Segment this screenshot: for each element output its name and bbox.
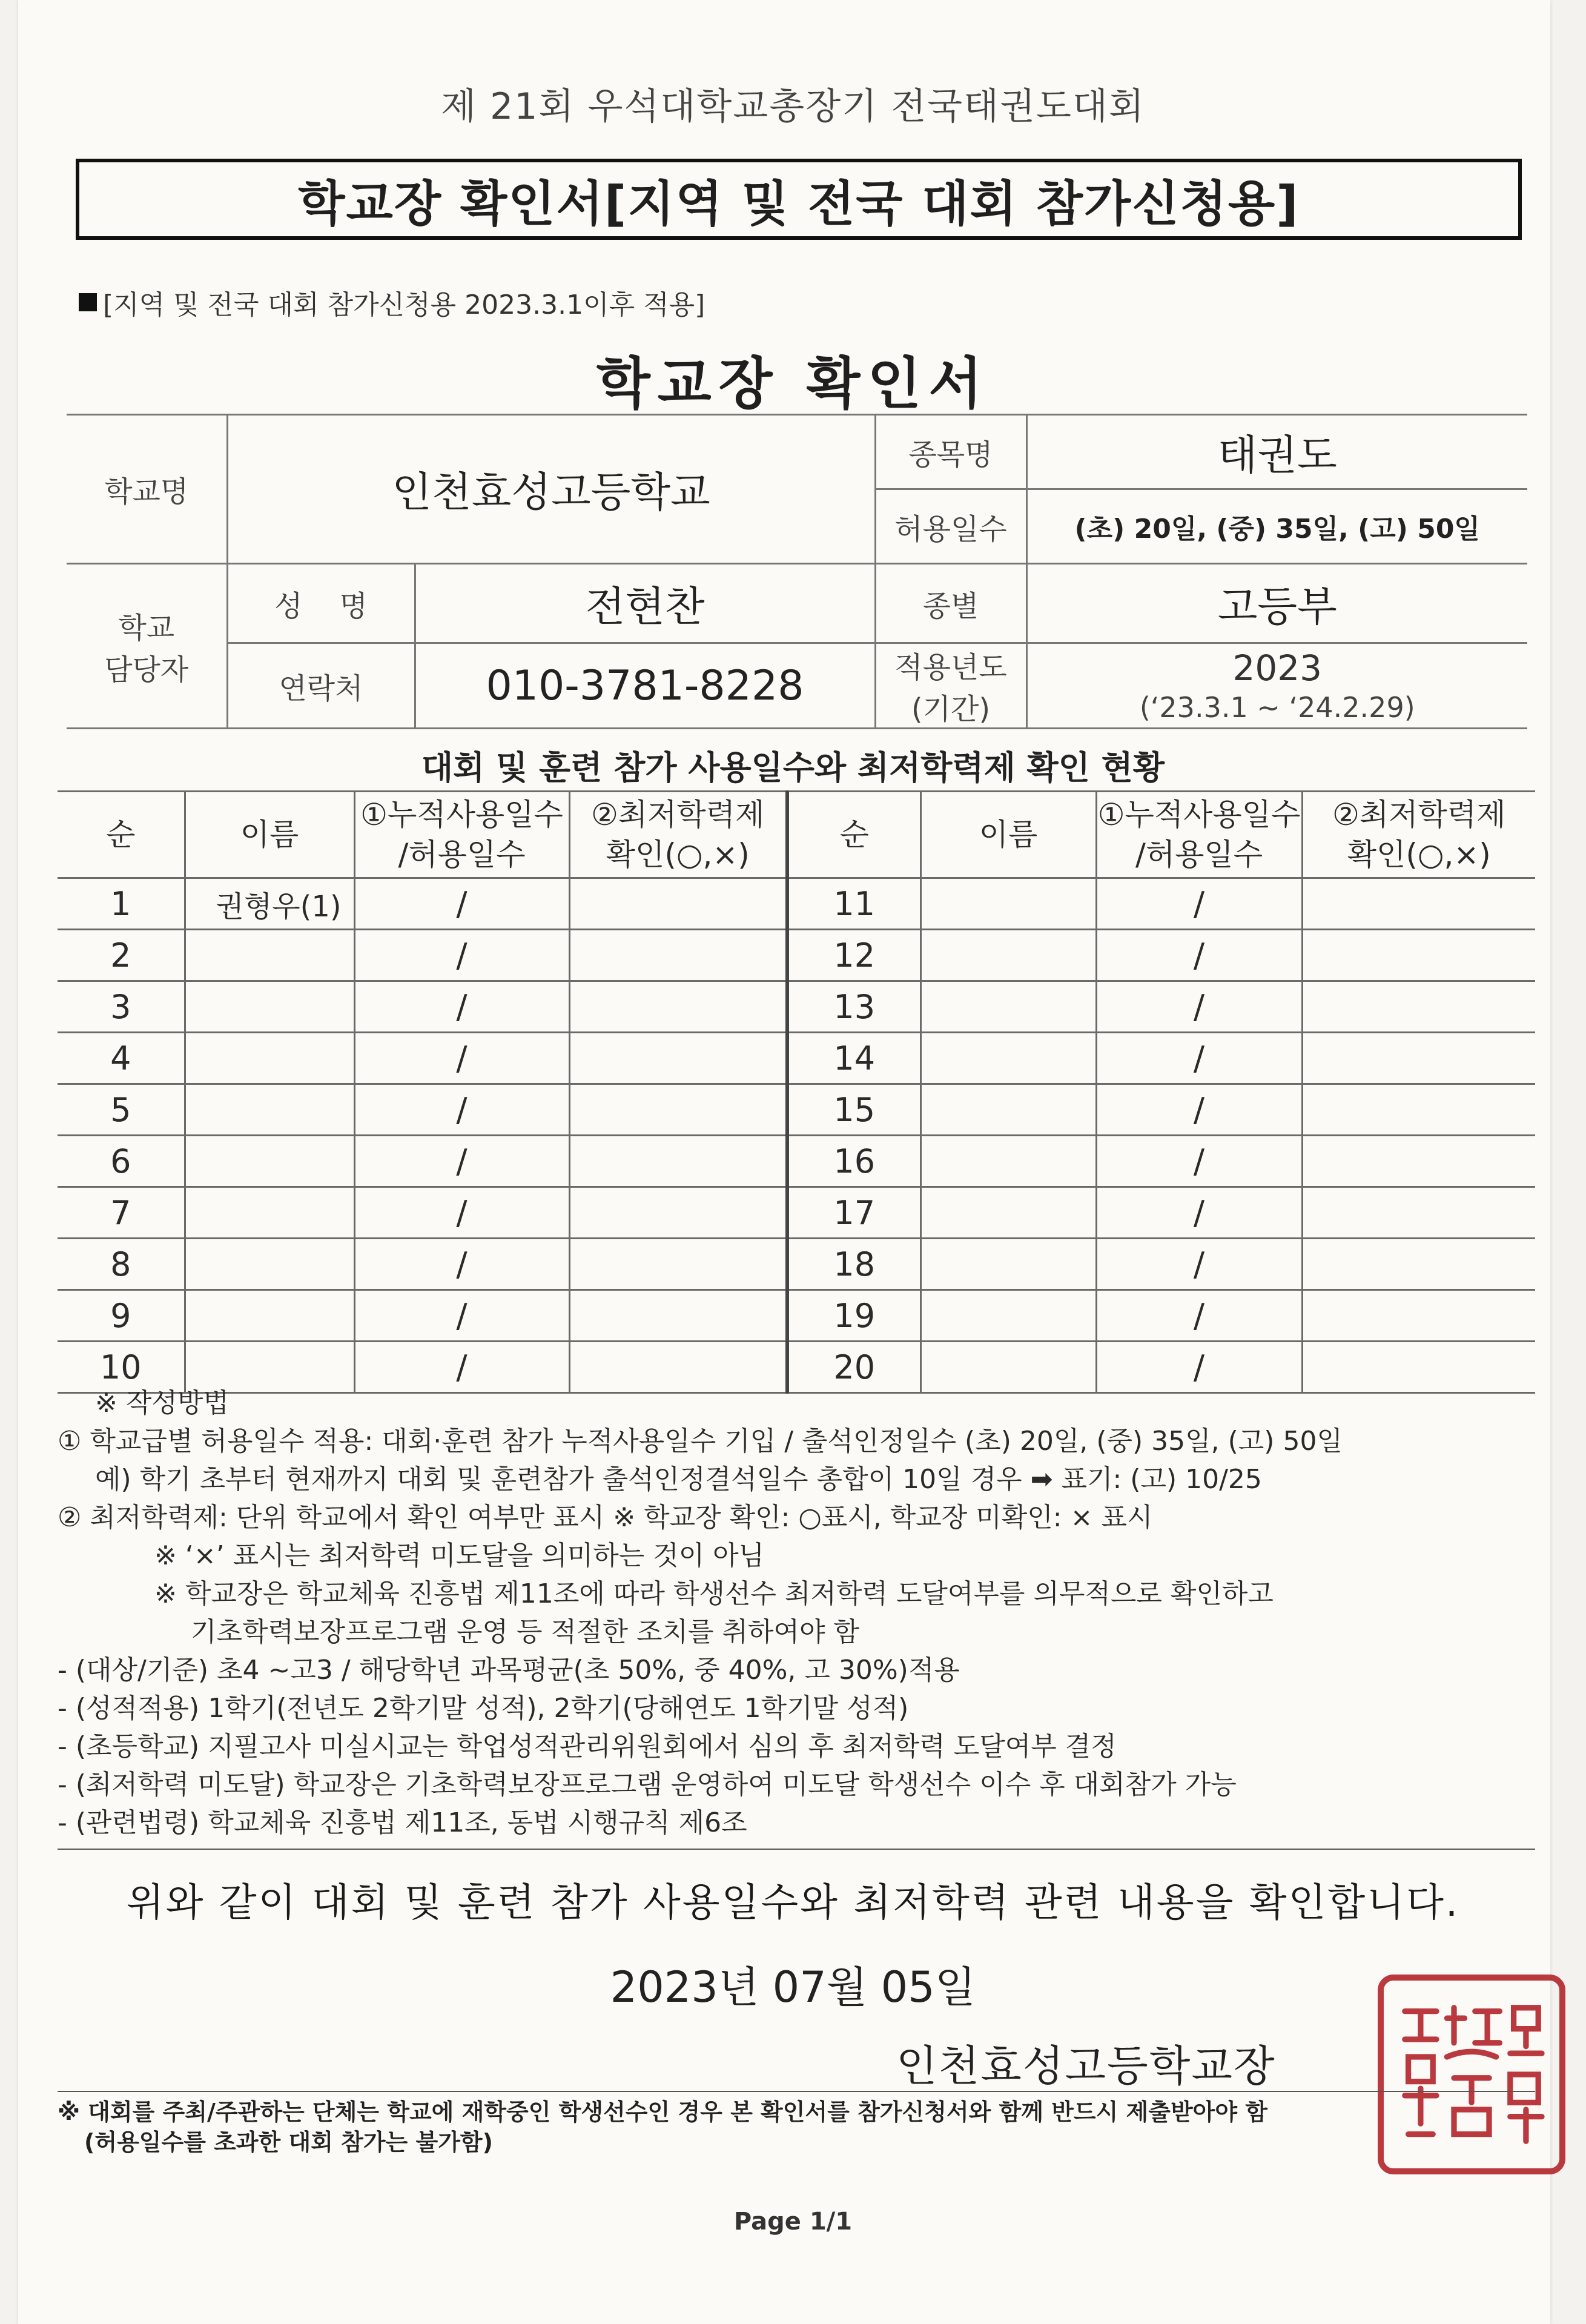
row-no-right: 12	[787, 930, 920, 981]
instruction-line: - (관련법령) 학교체육 진흥법 제11조, 동법 시행규칙 제6조	[58, 1807, 747, 1838]
row-days-left: /	[354, 1187, 569, 1239]
title-box-text: 학교장 확인서[지역 및 전국 대회 참가신청용]	[298, 175, 1300, 232]
row-no-left: 1	[58, 878, 185, 930]
row-no-right: 17	[787, 1187, 920, 1239]
row-check-right	[1302, 930, 1535, 981]
division-label: 종별	[875, 564, 1026, 643]
row-days-right: /	[1096, 1136, 1302, 1187]
row-name-left	[185, 981, 354, 1033]
row-name-right	[920, 1187, 1096, 1239]
row-days-right: /	[1096, 1033, 1302, 1084]
row-no-left: 10	[58, 1342, 185, 1393]
section-title: 대회 및 훈련 참가 사용일수와 최저학력제 확인 현황	[421, 749, 1165, 787]
instruction-line: - (초등학교) 지필고사 미실시교는 학업성적관리위원회에서 심의 후 최저학력 도달여부 결정	[58, 1731, 1117, 1762]
year-label-line1: 적용년도	[894, 651, 1007, 684]
row-days-left: /	[354, 1136, 569, 1187]
row-check-left	[569, 1187, 787, 1239]
year-value-cell	[1026, 643, 1527, 729]
roster-table	[58, 790, 1535, 1394]
table-row	[58, 1290, 1535, 1342]
row-no-right: 20	[787, 1342, 920, 1393]
row-name-right	[920, 1136, 1096, 1187]
row-name-left	[185, 930, 354, 981]
row-days-right: /	[1096, 1187, 1302, 1239]
row-no-right: 18	[787, 1239, 920, 1290]
title-box	[76, 159, 1522, 240]
header-days-right-line1: ①누적사용일수	[1097, 797, 1301, 832]
instruction-line: 예) 학기 초부터 현재까지 대회 및 훈련참가 출석인정결석일수 총합이 10일 경우 ➡ 표기: (고) 10/25	[95, 1464, 1262, 1495]
table-row	[58, 1187, 1535, 1239]
table-row	[58, 1084, 1535, 1136]
row-check-left	[569, 1290, 787, 1342]
instruction-line: - (최저학력 미도달) 학교장은 기초학력보장프로그램 운영하여 미도달 학생선수 이수 후 대회참가 가능	[58, 1769, 1237, 1800]
row-name-left	[185, 1084, 354, 1136]
header-min-right-line2: 확인(○,×)	[1347, 837, 1491, 872]
row-no-right: 19	[787, 1290, 920, 1342]
row-days-left: /	[354, 930, 569, 981]
allowed-days-label: 허용일수	[875, 489, 1026, 564]
manager-label-line1: 학교	[118, 611, 175, 645]
row-no-left: 5	[58, 1084, 185, 1136]
school-label: 학교명	[67, 415, 227, 564]
row-name-right	[920, 1033, 1096, 1084]
row-name-left	[185, 1033, 354, 1084]
row-no-right: 16	[787, 1136, 920, 1187]
row-check-right	[1302, 1239, 1535, 1290]
row-days-left: /	[354, 1239, 569, 1290]
row-check-right	[1302, 878, 1535, 930]
row-no-left: 6	[58, 1136, 185, 1187]
header-min-left-line1: ②최저학력제	[591, 797, 765, 832]
row-check-right	[1302, 1084, 1535, 1136]
header-days-left-line2: /허용일수	[398, 837, 526, 872]
bottom-note-line2: (허용일수를 초과한 대회 참가는 불가함)	[84, 2129, 493, 2156]
table-row	[58, 1136, 1535, 1187]
row-name-right	[920, 1084, 1096, 1136]
row-check-left	[569, 930, 787, 981]
page-number: Page 1/1	[733, 2208, 853, 2236]
header-days-left-line1: ①누적사용일수	[360, 797, 563, 832]
row-check-right	[1302, 1136, 1535, 1187]
bottom-note	[58, 2097, 1541, 2157]
manager-label	[67, 564, 227, 729]
row-name-right	[920, 981, 1096, 1033]
header-days-right	[1096, 792, 1302, 878]
row-name-right	[920, 1290, 1096, 1342]
contact-label: 연락처	[227, 643, 415, 729]
table-row	[58, 1033, 1535, 1084]
row-check-right	[1302, 1187, 1535, 1239]
year-value: 2023	[1232, 647, 1323, 689]
sport-value: 태권도	[1026, 415, 1527, 489]
row-no-left: 7	[58, 1187, 185, 1239]
row-days-left: /	[354, 1033, 569, 1084]
row-name-right	[920, 930, 1096, 981]
row-check-left	[569, 1136, 787, 1187]
row-name-left	[185, 1187, 354, 1239]
row-check-left	[569, 878, 787, 930]
row-check-right	[1302, 981, 1535, 1033]
year-period: (‘23.3.1 ~ ‘24.2.29)	[1139, 691, 1415, 724]
header-days-right-line2: /허용일수	[1135, 837, 1263, 872]
issue-date: 2023년 07월 05일	[610, 1962, 976, 2012]
row-days-left: /	[354, 878, 569, 930]
row-no-right: 15	[787, 1084, 920, 1136]
instruction-line: ① 학교급별 허용일수 적용: 대회·훈련 참가 누적사용일수 기입 / 출석인정일수 (초) 20일, (중) 35일, (고) 50일	[58, 1426, 1343, 1457]
name-value: 전현찬	[415, 564, 875, 643]
row-check-right	[1302, 1290, 1535, 1342]
row-days-left: /	[354, 1342, 569, 1393]
contact-value: 010-3781-8228	[415, 643, 875, 729]
header-min-left	[569, 792, 787, 878]
divider	[58, 1849, 1535, 1850]
row-check-left	[569, 1239, 787, 1290]
application-note-text: [지역 및 전국 대회 참가신청용 2023.3.1이후 적용]	[103, 290, 705, 320]
header-no-right: 순	[787, 792, 920, 878]
row-no-left: 2	[58, 930, 185, 981]
table-row	[58, 981, 1535, 1033]
manager-label-line2: 담당자	[104, 652, 189, 687]
row-days-right: /	[1096, 1342, 1302, 1393]
instruction-line: - (성적적용) 1학기(전년도 2학기말 성적), 2학기(당해연도 1학기말 성적)	[58, 1693, 909, 1724]
header-days-left	[354, 792, 569, 878]
table-row	[58, 1239, 1535, 1290]
row-days-right: /	[1096, 878, 1302, 930]
division-value: 고등부	[1026, 564, 1527, 643]
table-row	[58, 878, 1535, 930]
square-bullet-icon	[79, 293, 97, 311]
header-min-right	[1302, 792, 1535, 878]
bottom-note-line1: ※ 대회를 주최/주관하는 단체는 학교에 재학중인 학생선수인 경우 본 확인서를 참가신청서와 함께 반드시 제출받아야 함	[58, 2099, 1268, 2125]
allowed-days-value: (초) 20일, (중) 35일, (고) 50일	[1026, 489, 1527, 564]
instruction-line: ※ 학교장은 학교체육 진흥법 제11조에 따라 학생선수 최저학력 도달여부를 의무적으로 확인하고	[154, 1578, 1274, 1609]
application-note	[79, 283, 705, 322]
row-days-left: /	[354, 1290, 569, 1342]
sport-label: 종목명	[875, 415, 1026, 489]
row-no-right: 11	[787, 878, 920, 930]
row-days-right: /	[1096, 930, 1302, 981]
row-name-left: 권형우(1)	[185, 878, 354, 930]
year-label-line2: (기간)	[911, 692, 991, 726]
row-days-right: /	[1096, 1084, 1302, 1136]
row-no-right: 14	[787, 1033, 920, 1084]
row-days-right: /	[1096, 1239, 1302, 1290]
header-name-left: 이름	[185, 792, 354, 878]
row-days-right: /	[1096, 1290, 1302, 1342]
header-min-left-line2: 확인(○,×)	[606, 837, 750, 872]
row-check-left	[569, 981, 787, 1033]
table-row	[58, 930, 1535, 981]
row-name-right	[920, 1239, 1096, 1290]
row-name-right	[920, 878, 1096, 930]
info-table	[67, 414, 1527, 729]
instruction-line: 기초학력보장프로그램 운영 등 적절한 조치를 취하여야 함	[191, 1617, 860, 1647]
header-no-left: 순	[58, 792, 185, 878]
instructions-heading: ※ 작성방법	[95, 1388, 229, 1419]
row-days-left: /	[354, 981, 569, 1033]
year-label	[875, 643, 1026, 729]
row-no-left: 9	[58, 1290, 185, 1342]
row-no-left: 8	[58, 1239, 185, 1290]
row-name-left	[185, 1239, 354, 1290]
divider	[58, 2091, 1535, 2092]
header-min-right-line1: ②최저학력제	[1332, 797, 1506, 832]
instruction-line: ② 최저학력제: 단위 학교에서 확인 여부만 표시 ※ 학교장 확인: ○표시, 학교장 미확인: × 표시	[58, 1502, 1153, 1533]
school-value: 인천효성고등학교	[227, 415, 875, 564]
row-no-right: 13	[787, 981, 920, 1033]
document-title: 학교장 확인서	[596, 351, 990, 416]
row-check-left	[569, 1033, 787, 1084]
instructions	[58, 1384, 1541, 1842]
name-label: 성 명	[227, 564, 415, 643]
row-name-left	[185, 1136, 354, 1187]
instruction-line: - (대상/기준) 초4 ~고3 / 해당학년 과목평균(초 50%, 중 40%, 고 30%)적용	[58, 1655, 960, 1686]
event-title: 제 21회 우석대학교총장기 전국태권도대회	[441, 85, 1145, 128]
row-check-left	[569, 1084, 787, 1136]
instruction-line: ※ ‘×’ 표시는 최저학력 미도달을 의미하는 것이 아님	[154, 1540, 765, 1571]
row-name-left	[185, 1290, 354, 1342]
principal-signature: 인천효성고등학교장	[896, 2041, 1276, 2091]
row-no-left: 4	[58, 1033, 185, 1084]
row-days-right: /	[1096, 981, 1302, 1033]
row-days-left: /	[354, 1084, 569, 1136]
header-name-right: 이름	[920, 792, 1096, 878]
confirmation-text: 위와 같이 대회 및 훈련 참가 사용일수와 최저학력 관련 내용을 확인합니다.	[126, 1881, 1460, 1925]
row-check-right	[1302, 1033, 1535, 1084]
row-no-left: 3	[58, 981, 185, 1033]
